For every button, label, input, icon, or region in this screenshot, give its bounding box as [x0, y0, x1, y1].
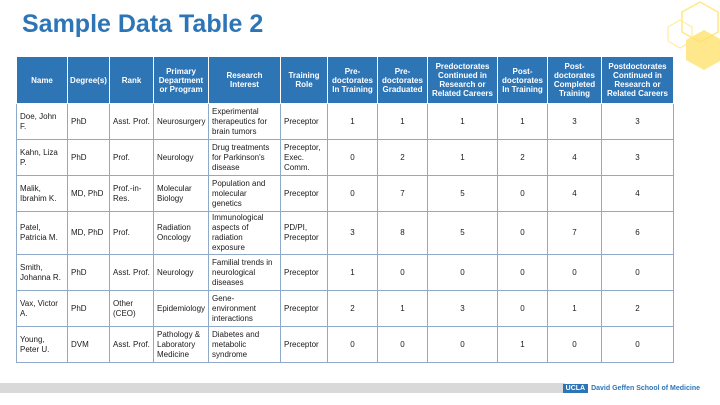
cell-name: Smith, Johanna R. [17, 255, 68, 291]
ucla-logo [563, 384, 700, 393]
cell-name: Kahn, Liza P. [17, 140, 68, 176]
table-row [17, 327, 674, 363]
cell-pre-continued: 5 [428, 176, 498, 212]
cell-pre-in-training: 1 [328, 104, 378, 140]
cell-research-interest: Population and molecular genetics [209, 176, 281, 212]
cell-research-interest: Gene-environment interactions [209, 291, 281, 327]
cell-pre-in-training: 0 [328, 140, 378, 176]
cell-post-continued: 3 [602, 104, 674, 140]
table-row [17, 104, 674, 140]
cell-pre-in-training: 0 [328, 176, 378, 212]
cell-pre-graduated: 2 [378, 140, 428, 176]
cell-pre-graduated: 0 [378, 327, 428, 363]
cell-post-completed: 0 [548, 327, 602, 363]
cell-department: Pathology & Laboratory Medicine [154, 327, 209, 363]
cell-degree: PhD [68, 140, 110, 176]
header-pre-continued: Predoctorates Continued in Research or Related Careers [428, 57, 498, 104]
cell-post-in-training: 1 [498, 327, 548, 363]
cell-post-continued: 0 [602, 255, 674, 291]
header-name: Name [17, 57, 68, 104]
cell-post-continued: 6 [602, 212, 674, 255]
cell-name: Malik, Ibrahim K. [17, 176, 68, 212]
cell-department: Neurology [154, 140, 209, 176]
header-post-continued: Postdoctorates Continued in Research or Related Careers [602, 57, 674, 104]
page-title: Sample Data Table 2 [22, 10, 264, 38]
cell-name: Doe, John F. [17, 104, 68, 140]
header-research-interest: Research Interest [209, 57, 281, 104]
cell-pre-continued: 0 [428, 327, 498, 363]
cell-rank: Prof.-in-Res. [110, 176, 154, 212]
cell-post-continued: 3 [602, 140, 674, 176]
cell-degree: PhD [68, 104, 110, 140]
cell-pre-continued: 3 [428, 291, 498, 327]
cell-post-completed: 3 [548, 104, 602, 140]
cell-name: Young, Peter U. [17, 327, 68, 363]
header-degree: Degree(s) [68, 57, 110, 104]
cell-post-continued: 4 [602, 176, 674, 212]
cell-rank: Asst. Prof. [110, 327, 154, 363]
school-name: David Geffen School of Medicine [591, 385, 700, 392]
cell-research-interest: Drug treatments for Parkinson's disease [209, 140, 281, 176]
cell-training-role: Preceptor [281, 104, 328, 140]
cell-training-role: Preceptor [281, 327, 328, 363]
cell-training-role: Preceptor [281, 176, 328, 212]
data-table [16, 56, 674, 363]
ucla-logo-text: UCLA [563, 384, 588, 393]
header-post-in-training: Post-doctorates In Training [498, 57, 548, 104]
header-post-completed: Post-doctorates Completed Training [548, 57, 602, 104]
table-row [17, 291, 674, 327]
header-rank: Rank [110, 57, 154, 104]
cell-research-interest: Diabetes and metabolic syndrome [209, 327, 281, 363]
cell-post-continued: 0 [602, 327, 674, 363]
cell-post-completed: 4 [548, 176, 602, 212]
cell-post-completed: 1 [548, 291, 602, 327]
cell-department: Epidemiology [154, 291, 209, 327]
cell-post-in-training: 1 [498, 104, 548, 140]
cell-pre-continued: 1 [428, 104, 498, 140]
cell-degree: PhD [68, 255, 110, 291]
table-row [17, 140, 674, 176]
cell-department: Neurosurgery [154, 104, 209, 140]
cell-pre-graduated: 0 [378, 255, 428, 291]
table-row [17, 176, 674, 212]
cell-pre-in-training: 1 [328, 255, 378, 291]
cell-post-continued: 2 [602, 291, 674, 327]
cell-rank: Other (CEO) [110, 291, 154, 327]
footer-bar [0, 383, 565, 393]
header-row [17, 57, 674, 104]
data-table-container [16, 56, 673, 363]
cell-department: Radiation Oncology [154, 212, 209, 255]
cell-pre-graduated: 1 [378, 291, 428, 327]
cell-post-in-training: 0 [498, 255, 548, 291]
cell-research-interest: Familial trends in neurological diseases [209, 255, 281, 291]
cell-rank: Prof. [110, 140, 154, 176]
cell-research-interest: Experimental therapeutics for brain tumors [209, 104, 281, 140]
cell-pre-in-training: 0 [328, 327, 378, 363]
cell-pre-continued: 5 [428, 212, 498, 255]
cell-name: Patel, Patricia M. [17, 212, 68, 255]
cell-pre-in-training: 3 [328, 212, 378, 255]
cell-training-role: Preceptor [281, 255, 328, 291]
cell-department: Molecular Biology [154, 176, 209, 212]
table-row [17, 212, 674, 255]
cell-training-role: PD/PI, Preceptor [281, 212, 328, 255]
cell-post-completed: 4 [548, 140, 602, 176]
cell-research-interest: Immunological aspects of radiation exposure [209, 212, 281, 255]
cell-rank: Asst. Prof. [110, 255, 154, 291]
cell-post-in-training: 0 [498, 176, 548, 212]
table-row [17, 255, 674, 291]
cell-post-in-training: 0 [498, 291, 548, 327]
cell-pre-graduated: 7 [378, 176, 428, 212]
cell-degree: PhD [68, 291, 110, 327]
cell-rank: Prof. [110, 212, 154, 255]
cell-post-completed: 7 [548, 212, 602, 255]
cell-pre-continued: 0 [428, 255, 498, 291]
cell-pre-graduated: 8 [378, 212, 428, 255]
cell-name: Vax, Victor A. [17, 291, 68, 327]
cell-degree: MD, PhD [68, 176, 110, 212]
cell-degree: MD, PhD [68, 212, 110, 255]
header-pre-in-training: Pre-doctorates In Training [328, 57, 378, 104]
cell-pre-graduated: 1 [378, 104, 428, 140]
cell-rank: Asst. Prof. [110, 104, 154, 140]
cell-pre-continued: 1 [428, 140, 498, 176]
cell-department: Neurology [154, 255, 209, 291]
cell-pre-in-training: 2 [328, 291, 378, 327]
cell-training-role: Preceptor, Exec. Comm. [281, 140, 328, 176]
cell-training-role: Preceptor [281, 291, 328, 327]
cell-post-completed: 0 [548, 255, 602, 291]
header-training-role: Training Role [281, 57, 328, 104]
cell-degree: DVM [68, 327, 110, 363]
header-department: Primary Department or Program [154, 57, 209, 104]
cell-post-in-training: 2 [498, 140, 548, 176]
header-pre-graduated: Pre-doctorates Graduated [378, 57, 428, 104]
cell-post-in-training: 0 [498, 212, 548, 255]
